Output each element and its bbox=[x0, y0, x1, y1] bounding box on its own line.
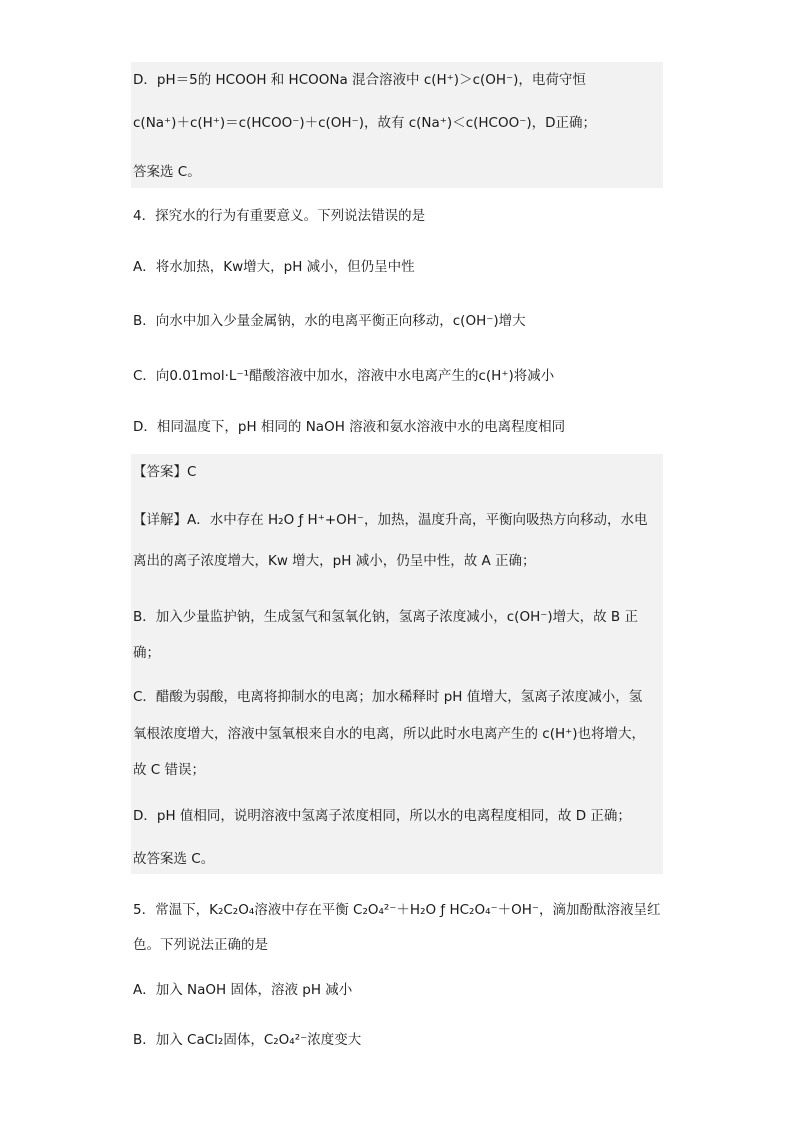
q4-detail-line2: 离出的离子浓度增大，Kw 增大，pH 减小，仍呈中性，故 A 正确； bbox=[133, 553, 536, 569]
q4-detail-line5: C．醋酸为弱酸，电离将抑制水的电离；加水稀释时 pH 值增大，氢离子浓度减小，氢 bbox=[133, 689, 643, 705]
q3-option-d-line2: c(Na⁺)＋c(H⁺)＝c(HCOO⁻)＋c(OH⁻)，故有 c(Na⁺)＜c(HCOO⁻)，D正确； bbox=[133, 115, 597, 131]
q5-stem-line2: 色。下列说法正确的是 bbox=[133, 937, 268, 953]
q4-option-b: B．向水中加入少量金属钠，水的电离平衡正向移动，c(OH⁻)增大 bbox=[133, 313, 526, 329]
q3-answer-line: 答案选 C。 bbox=[133, 164, 201, 180]
q4-detail-line3: B．加入少量监护钠，生成氢气和氢氧化钠，氢离子浓度减小，c(OH⁻)增大，故 B 正 bbox=[133, 609, 638, 625]
q4-detail-line8: D．pH 值相同，说明溶液中氢离子浓度相同，所以水的电离程度相同，故 D 正确； bbox=[133, 808, 631, 824]
q4-option-c: C．向0.01mol·L⁻¹醋酸溶液中加水，溶液中水电离产生的c(H⁺)将减小 bbox=[133, 368, 555, 384]
q4-answer: 【答案】C bbox=[133, 464, 197, 480]
q4-detail-line4: 确； bbox=[133, 645, 160, 661]
q4-detail-line6: 氧根浓度增大，溶液中氢氧根来自水的电离，所以此时水电离产生的 c(H⁺)也将增大， bbox=[133, 726, 646, 742]
q4-stem: 4．探究水的行为有重要意义。下列说法错误的是 bbox=[133, 208, 426, 224]
q4-detail-line9: 故答案选 C。 bbox=[133, 851, 215, 867]
q5-option-a: A．加入 NaOH 固体，溶液 pH 减小 bbox=[133, 982, 353, 998]
q5-stem-line1: 5．常温下，K₂C₂O₄溶液中存在平衡 C₂O₄²⁻＋H₂O ƒ HC₂O₄⁻＋OH⁻，滴加酚酞溶液呈红 bbox=[133, 902, 661, 918]
q3-option-d-line1: D．pH＝5的 HCOOH 和 HCOONa 混合溶液中 c(H⁺)＞c(OH⁻)，电荷守恒 bbox=[133, 72, 586, 88]
q4-option-d: D．相同温度下，pH 相同的 NaOH 溶液和氨水溶液中水的电离程度相同 bbox=[133, 419, 566, 435]
q4-option-a: A．将水加热，Kw增大，pH 减小，但仍呈中性 bbox=[133, 259, 415, 275]
q5-option-b: B．加入 CaCl₂固体，C₂O₄²⁻浓度变大 bbox=[133, 1032, 362, 1048]
q4-detail-line7: 故 C 错误； bbox=[133, 762, 206, 778]
q4-detail-line1: 【详解】A．水中存在 H₂O ƒ H⁺+OH⁻，加热，温度升高，平衡向吸热方向移动，水电 bbox=[133, 512, 648, 528]
